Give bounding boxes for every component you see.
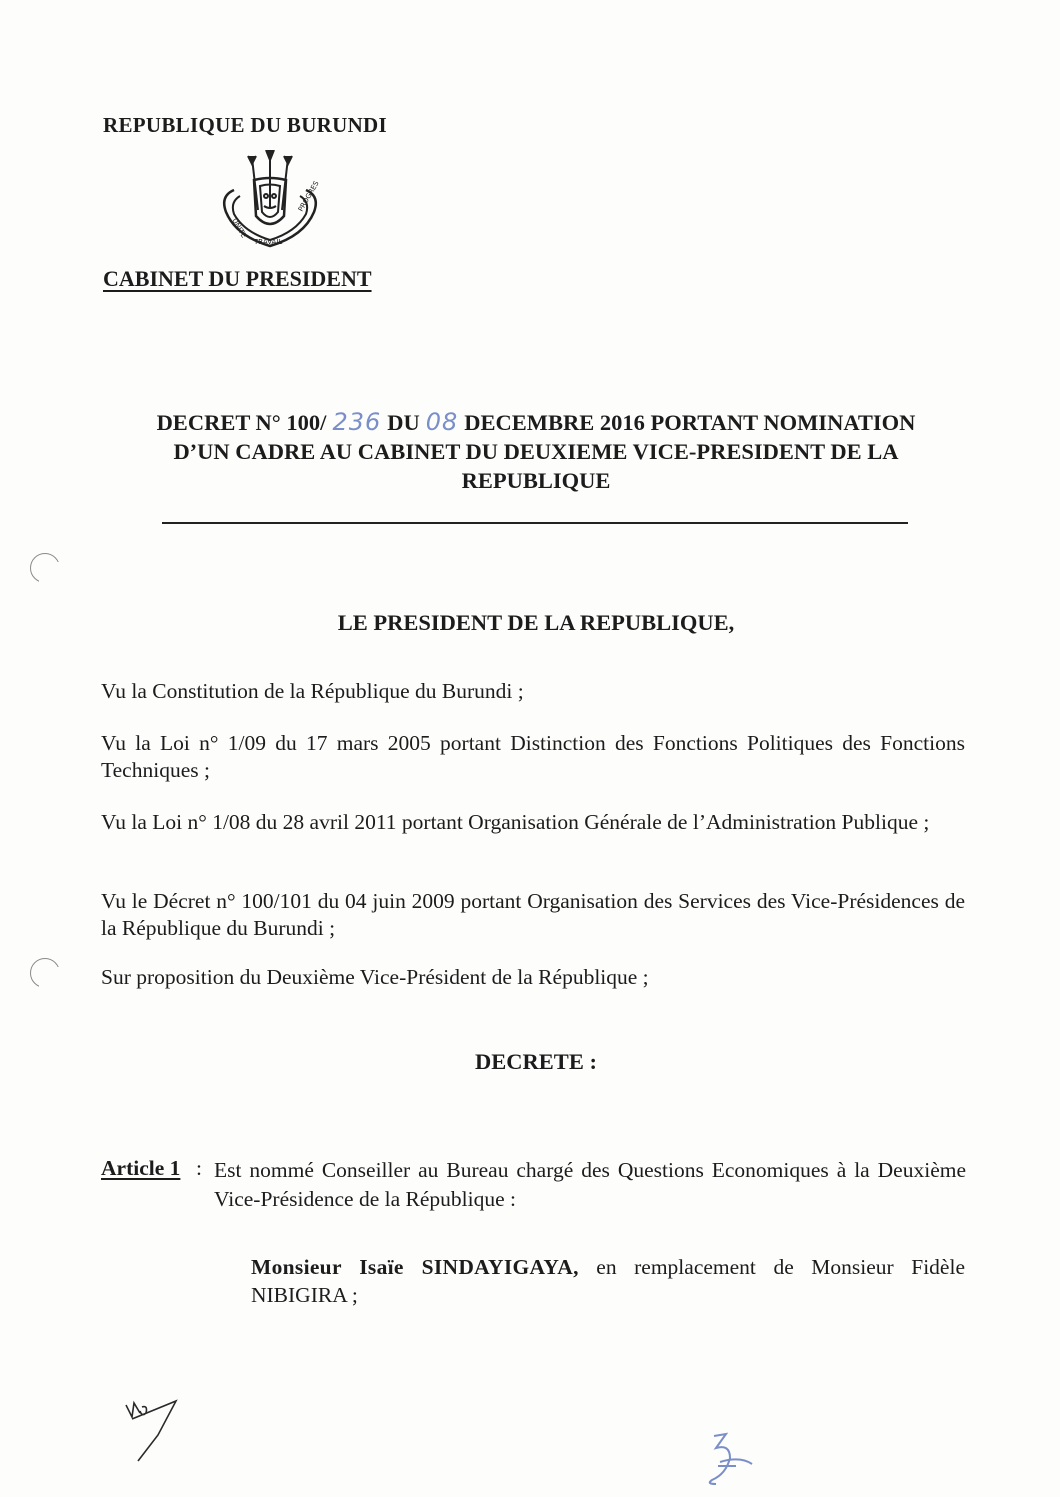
decree-number-prefix: DECRET N° 100/: [156, 410, 327, 435]
decree-title-line3: REPUBLIQUE: [461, 468, 611, 493]
consideration-decret-100-101: Vu le Décret n° 100/101 du 04 juin 2009 portant Organisation des Services des Vice-Présidences de la République du Burundi ;: [101, 889, 965, 940]
svg-text:PROGRES: PROGRES: [296, 179, 321, 213]
consideration-loi-1-08: Vu la Loi n° 1/08 du 28 avril 2011 portant Organisation Générale de l’Administration Publique ;: [101, 810, 930, 834]
handwritten-signature-icon: [696, 1430, 756, 1492]
decree-number-handwritten: 236: [332, 408, 382, 436]
article-1-text: Est nommé Conseiller au Bureau chargé des Questions Economiques à la Deuxième Vice-Présidence de la République :: [214, 1158, 966, 1211]
republic-heading: REPUBLIQUE DU BURUNDI: [103, 113, 387, 137]
svg-text:UNITE: UNITE: [230, 217, 248, 240]
handwritten-initials-icon: [118, 1395, 188, 1465]
svg-text:TRAVAIL: TRAVAIL: [254, 238, 283, 246]
decree-title-rest: DECEMBRE 2016 PORTANT NOMINATION: [464, 410, 916, 435]
article-1-label: Article 1: [101, 1156, 181, 1180]
title-divider: [162, 522, 908, 524]
consideration-proposition: Sur proposition du Deuxième Vice-Président de la République ;: [101, 965, 649, 989]
decree-day-handwritten: 08: [425, 408, 459, 436]
burundi-coat-of-arms-icon: [214, 150, 326, 266]
consideration-loi-1-09: Vu la Loi n° 1/09 du 17 mars 2005 portant Distinction des Fonctions Politiques des Fonctions Techniques ;: [101, 731, 965, 782]
consideration-constitution: Vu la Constitution de la République du Burundi ;: [101, 679, 524, 703]
punch-hole-icon: [30, 958, 60, 988]
article-1-nominee: [251, 1253, 965, 1309]
decree-title-line1: [100, 408, 972, 437]
president-heading: LE PRESIDENT DE LA REPUBLIQUE,: [337, 610, 735, 635]
article-1-colon: :: [196, 1156, 202, 1180]
cabinet-heading: CABINET DU PRESIDENT: [103, 266, 372, 291]
punch-hole-icon: [30, 553, 60, 583]
decrete-heading: DECRETE :: [475, 1049, 597, 1074]
decree-du: DU: [387, 410, 420, 435]
decree-title: [100, 408, 972, 495]
decree-title-line2: D’UN CADRE AU CABINET DU DEUXIEME VICE-PRESIDENT DE LA: [173, 439, 899, 464]
nominee-name: Monsieur Isaïe SINDAYIGAYA,: [251, 1255, 579, 1279]
nominee-replacement: en remplacement de Monsieur Fidèle NIBIGIRA ;: [251, 1255, 965, 1307]
